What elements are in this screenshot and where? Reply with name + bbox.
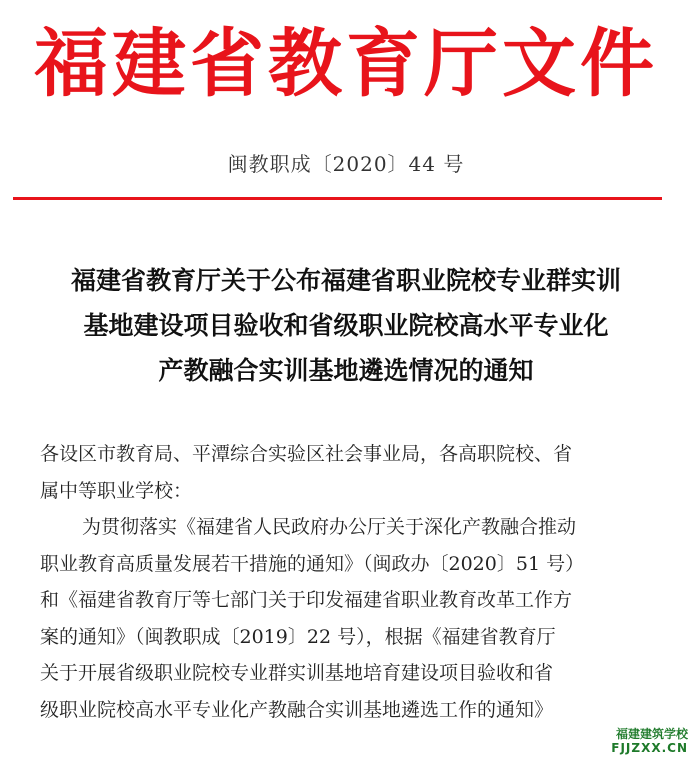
paragraph-line-2: 职业教育高质量发展若干措施的通知》（闽政办〔2020〕51 号） bbox=[40, 552, 585, 575]
watermark-domain: FJJZXX.CN bbox=[611, 741, 688, 755]
red-divider-rule bbox=[13, 197, 662, 200]
site-watermark bbox=[611, 727, 688, 755]
paragraph-line-6: 级职业院校高水平专业化产教融合实训基地遴选工作的通知》 bbox=[40, 698, 554, 721]
watermark-name: 福建建筑学校 bbox=[615, 727, 688, 741]
notice-title bbox=[20, 258, 672, 393]
document-number: 闽教职成〔2020〕44 号 bbox=[227, 152, 465, 176]
paragraph-line-5: 关于开展省级职业院校专业群实训基地培育建设项目验收和省 bbox=[40, 662, 554, 684]
notice-body bbox=[40, 436, 640, 728]
notice-title-line-2: 基地建设项目验收和省级职业院校高水平专业化 bbox=[83, 311, 609, 340]
addressee-line-2: 属中等职业学校： bbox=[40, 479, 193, 502]
addressee-line-1: 各设区市教育局、平潭综合实验区社会事业局，各高职院校、省 bbox=[40, 443, 573, 465]
paragraph-line-3: 和《福建省教育厅等七部门关于印发福建省职业教育改革工作方 bbox=[40, 589, 573, 611]
paragraph-line-1: 为贯彻落实《福建省人民政府办公厅关于深化产教融合推动 bbox=[82, 516, 577, 538]
notice-title-line-1: 福建省教育厅关于公布福建省职业院校专业群实训 bbox=[70, 266, 621, 295]
notice-title-line-3: 产教融合实训基地遴选情况的通知 bbox=[158, 356, 534, 385]
paragraph-line-4: 案的通知》（闽教职成〔2019〕22 号），根据《福建省教育厅 bbox=[40, 625, 556, 648]
issuer-title: 福建省教育厅文件 bbox=[34, 21, 658, 107]
